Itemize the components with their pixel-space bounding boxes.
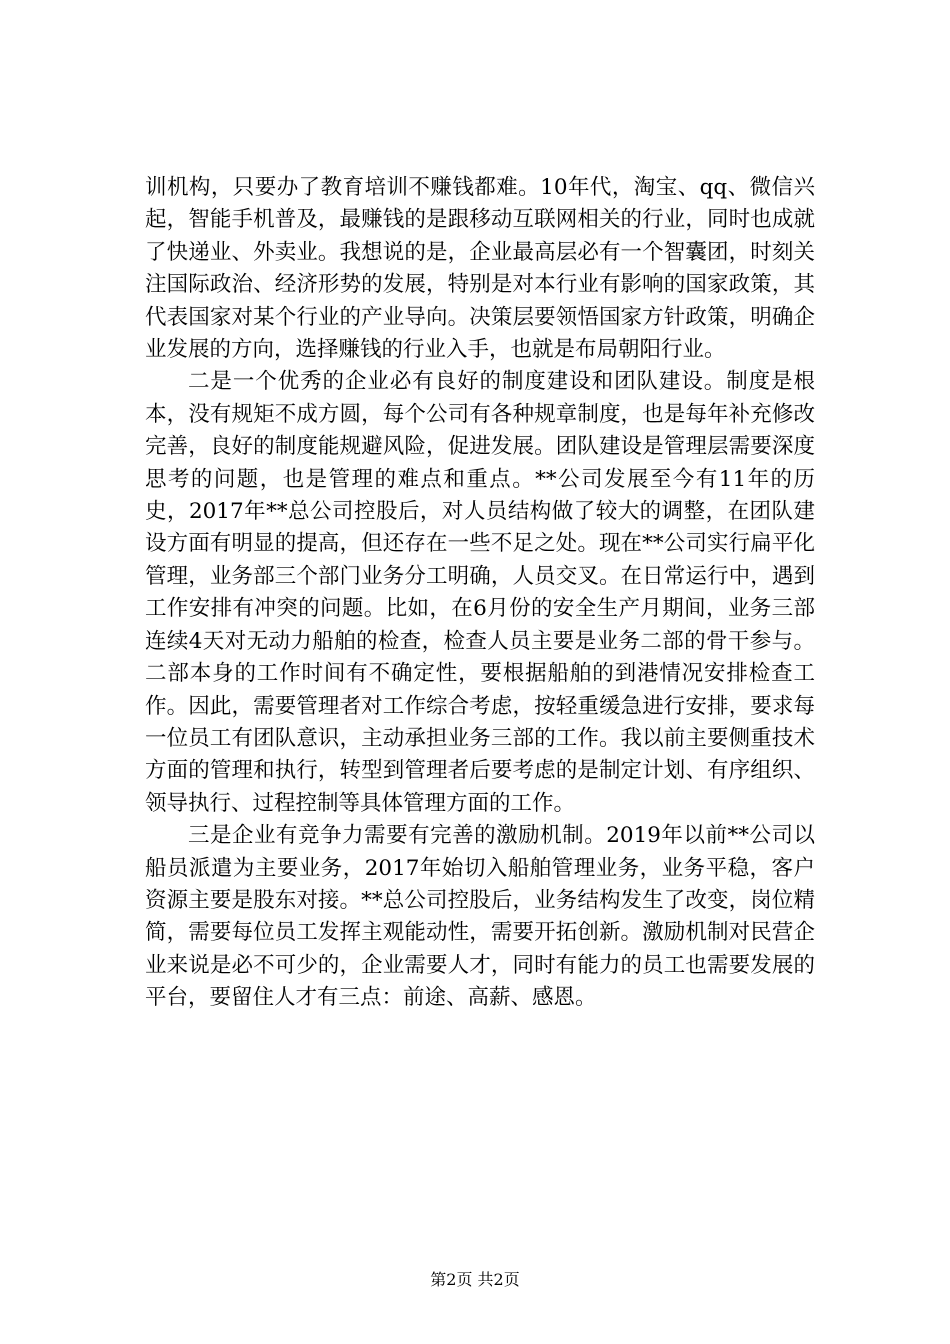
paragraph-1: 训机构，只要办了教育培训不赚钱都难。10年代，淘宝、qq、微信兴起，智能手机普及，最赚钱的是跟移动互联网相关的行业，同时也成就了快递业、外卖业。我想说的是，企业最高层必有一个智囊团，时刻关注国际政治、经济形势的发展，特别是对本行业有影响的国家政策，其代表国家对某个行业的产业导向。决策层要领悟国家方针政策，明确企业发展的方向，选择赚钱的行业入手，也就是布局朝阳行业。: [145, 175, 815, 363]
page-footer: 第2页 共2页: [430, 1270, 520, 1289]
body-text: [145, 172, 815, 1015]
paragraph-3: 三是企业有竞争力需要有完善的激励机制。2019年以前**公司以船员派遣为主要业务，2017年始切入船舶管理业务，业务平稳，客户资源主要是股东对接。**总公司控股后，业务结构发生了改变，岗位精简，需要每位员工发挥主观能动性，需要开拓创新。激励机制对民营企业来说是必不可少的，企业需要人才，同时有能力的员工也需要发展的平台，要留住人才有三点：前途、高薪、感恩。: [145, 823, 815, 1011]
paragraph-2: 二是一个优秀的企业必有良好的制度建设和团队建设。制度是根本，没有规矩不成方圆，每个公司有各种规章制度，也是每年补充修改完善，良好的制度能规避风险，促进发展。团队建设是管理层需要深度思考的问题，也是管理的难点和重点。**公司发展至今有11年的历史，2017年**总公司控股后，对人员结构做了较大的调整，在团队建设方面有明显的提高，但还存在一些不足之处。现在**公司实行扁平化管理，业务部三个部门业务分工明确，人员交叉。在日常运行中，遇到工作安排有冲突的问题。比如，在6月份的安全生产月期间，业务三部连续4天对无动力船舶的检查，检查人员主要是业务二部的骨干参与。二部本身的工作时间有不确定性，要根据船舶的到港情况安排检查工作。因此，需要管理者对工作综合考虑，按轻重缓急进行安排，要求每一位员工有团队意识，主动承担业务三部的工作。我以前主要侧重技术方面的管理和执行，转型到管理者后要考虑的是制定计划、有序组织、领导执行、过程控制等具体管理方面的工作。: [145, 369, 815, 816]
